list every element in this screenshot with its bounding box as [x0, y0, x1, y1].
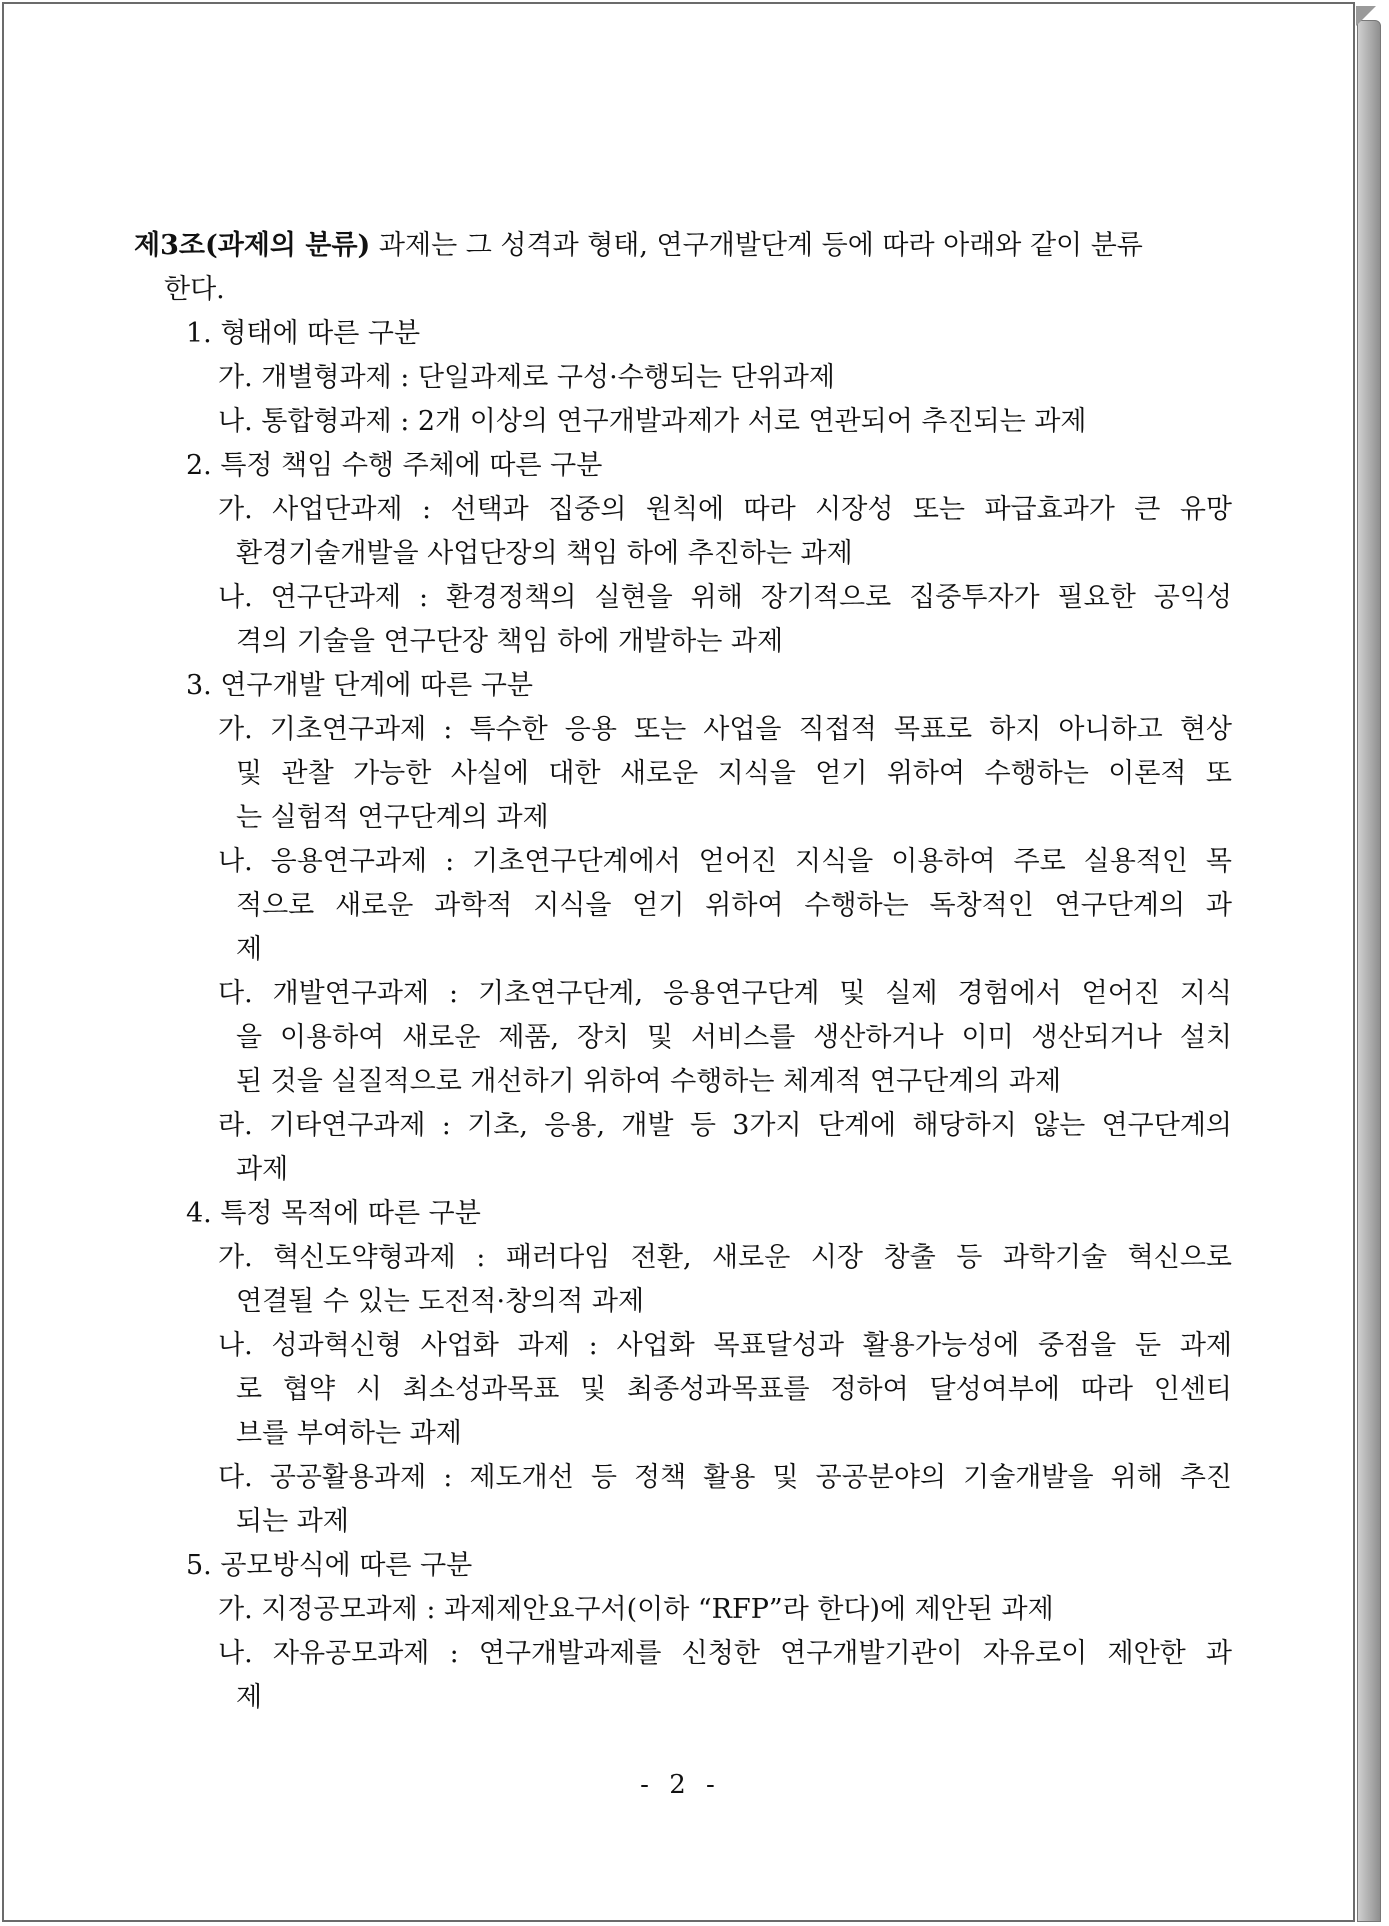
- document-page: [2, 2, 1355, 1922]
- list-item: 가. 혁신도약형과제 : 패러다임 전환, 새로운 시장 창출 등 과학기술 혁신으로: [218, 1242, 1232, 1273]
- list-item-cont: 된 것을 실질적으로 개선하기 위하여 수행하는 체계적 연구단계의 과제: [236, 1066, 1062, 1097]
- list-item-cont: 브를 부여하는 과제: [236, 1418, 462, 1449]
- article-heading: 제3조(과제의 분류): [134, 230, 371, 261]
- article-intro: 과제는 그 성격과 형태, 연구개발단계 등에 따라 아래와 같이 분류: [378, 230, 1143, 261]
- list-item-cont: 는 실험적 연구단계의 과제: [236, 802, 549, 833]
- list-item: 가. 사업단과제 : 선택과 집중의 원칙에 따라 시장성 또는 파급효과가 큰 유망: [218, 494, 1232, 525]
- list-item-cont: 되는 과제: [236, 1506, 349, 1537]
- section-title: 1. 형태에 따른 구분: [186, 318, 421, 349]
- article-intro-cont: 한다.: [164, 274, 225, 305]
- list-item-cont: 과제: [236, 1154, 289, 1185]
- list-item: 가. 기초연구과제 : 특수한 응용 또는 사업을 직접적 목표로 하지 아니하고 현상: [218, 714, 1232, 745]
- list-item: 나. 성과혁신형 사업화 과제 : 사업화 목표달성과 활용가능성에 중점을 둔 과제: [218, 1330, 1232, 1361]
- list-item-cont: 로 협약 시 최소성과목표 및 최종성과목표를 정하여 달성여부에 따라 인센티: [236, 1374, 1232, 1405]
- list-item-cont: 적으로 새로운 과학적 지식을 얻기 위하여 수행하는 독창적인 연구단계의 과: [236, 890, 1232, 921]
- list-item: 나. 자유공모과제 : 연구개발과제를 신청한 연구개발기관이 자유로이 제안한 과: [218, 1638, 1232, 1669]
- list-item: 다. 개발연구과제 : 기초연구단계, 응용연구단계 및 실제 경험에서 얻어진 지식: [218, 978, 1232, 1009]
- list-item: 나. 통합형과제 : 2개 이상의 연구개발과제가 서로 연관되어 추진되는 과제: [218, 406, 1087, 437]
- list-item: 가. 개별형과제 : 단일과제로 구성·수행되는 단위과제: [218, 362, 835, 393]
- section-title: 2. 특정 책임 수행 주체에 따른 구분: [186, 450, 603, 481]
- list-item: 나. 연구단과제 : 환경정책의 실현을 위해 장기적으로 집중투자가 필요한 공익성: [218, 582, 1232, 613]
- list-item-cont: 및 관찰 가능한 사실에 대한 새로운 지식을 얻기 위하여 수행하는 이론적 또: [236, 758, 1232, 789]
- list-item: 다. 공공활용과제 : 제도개선 등 정책 활용 및 공공분야의 기술개발을 위해 추진: [218, 1462, 1232, 1493]
- page-stack-edge: [1357, 20, 1381, 1922]
- list-item-cont: 연결될 수 있는 도전적·창의적 과제: [236, 1286, 645, 1317]
- list-item-cont: 환경기술개발을 사업단장의 책임 하에 추진하는 과제: [236, 538, 853, 569]
- page-fold-corner: [1356, 6, 1376, 26]
- section-title: 4. 특정 목적에 따른 구분: [186, 1198, 481, 1229]
- list-item: 가. 지정공모과제 : 과제제안요구서(이하 “RFP”라 한다)에 제안된 과제: [218, 1594, 1054, 1625]
- list-item-cont: 제: [236, 1682, 263, 1713]
- list-item: 나. 응용연구과제 : 기초연구단계에서 얻어진 지식을 이용하여 주로 실용적인 목: [218, 846, 1232, 877]
- list-item-cont: 격의 기술을 연구단장 책임 하에 개발하는 과제: [236, 626, 784, 657]
- section-title: 3. 연구개발 단계에 따른 구분: [186, 670, 533, 701]
- page-number: - 2 -: [640, 1770, 721, 1800]
- list-item: 라. 기타연구과제 : 기초, 응용, 개발 등 3가지 단계에 해당하지 않는 연구단계의: [218, 1110, 1232, 1141]
- article-first-line: [134, 228, 1232, 264]
- list-item-cont: 제: [236, 934, 263, 965]
- list-item-cont: 을 이용하여 새로운 제품, 장치 및 서비스를 생산하거나 이미 생산되거나 설치: [236, 1022, 1232, 1053]
- section-title: 5. 공모방식에 따른 구분: [186, 1550, 473, 1581]
